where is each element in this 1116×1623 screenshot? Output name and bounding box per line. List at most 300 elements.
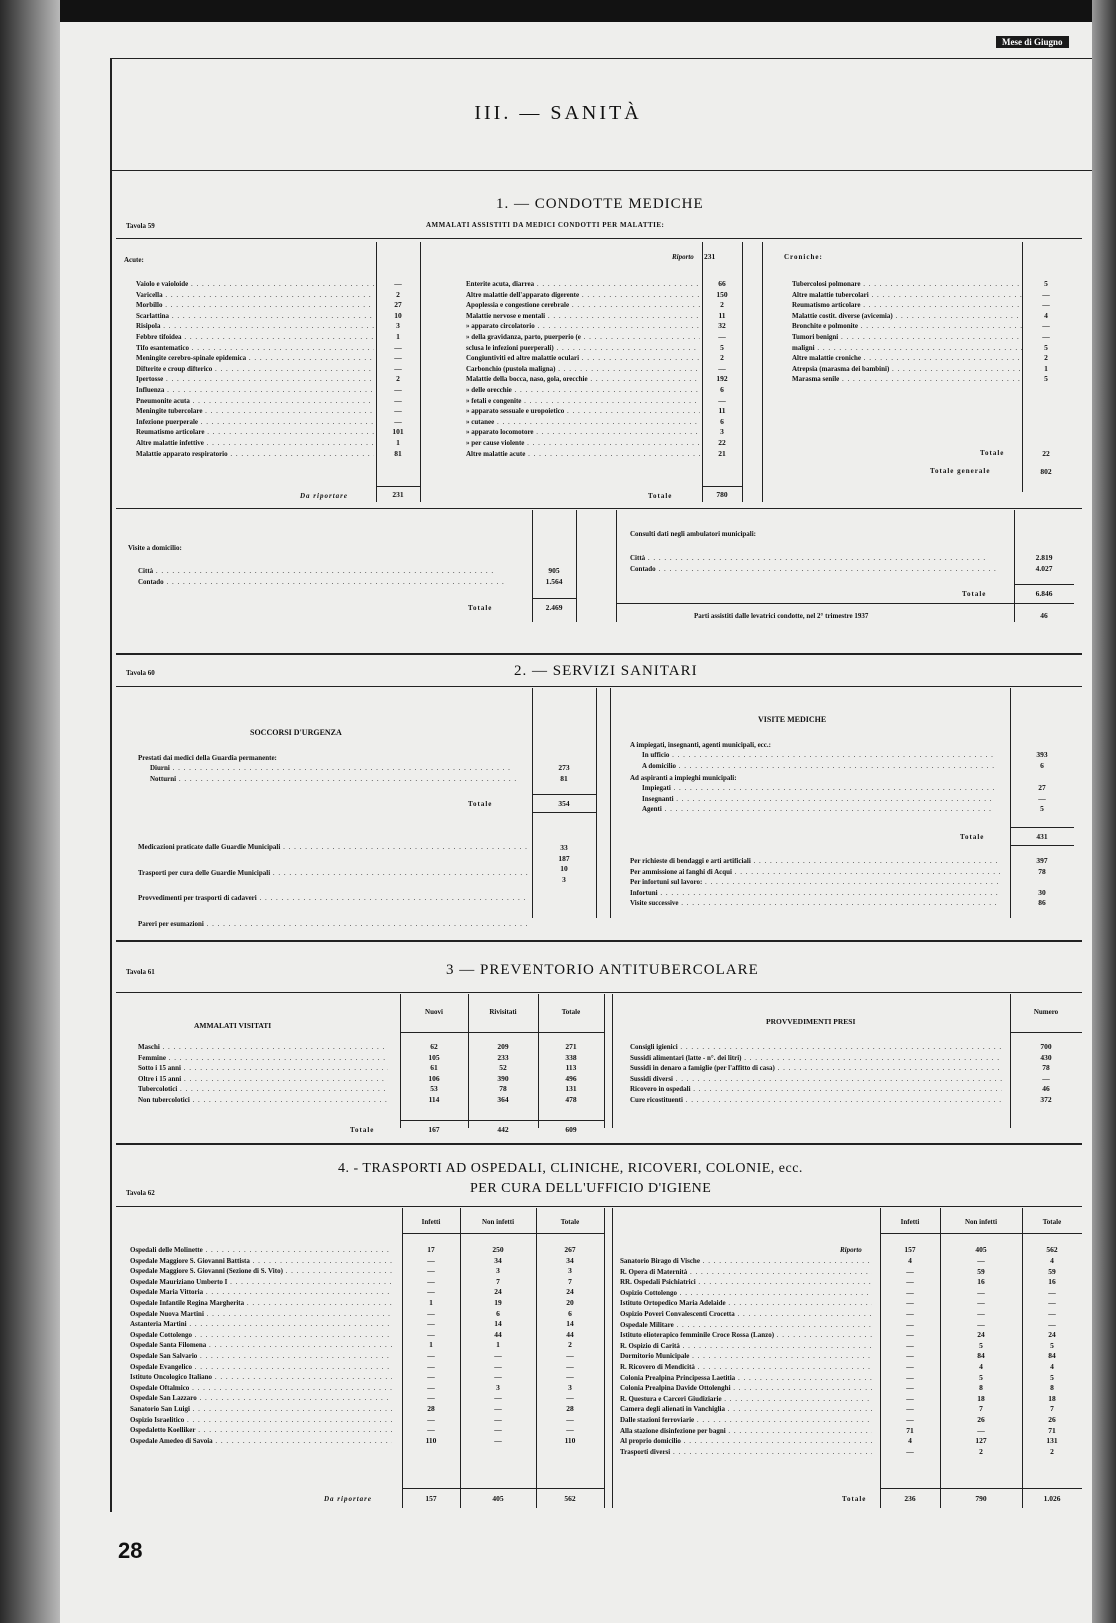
row-label: Altre malattie infettive . . . (136, 438, 374, 449)
nuovi-total: 167 (428, 1125, 440, 1134)
right-total-totale: 1.026 (1043, 1494, 1061, 1503)
row-value: 5 (1044, 374, 1048, 384)
row-value: — (427, 1382, 435, 1392)
row-value: 187 (558, 853, 570, 863)
row-value: 4 (1050, 1361, 1054, 1371)
row-label: Sussidi alimentari (latte - n°. dei litri) . . . (630, 1053, 1002, 1064)
row-label: Istituto Ortopedico Maria Adelaide . . . (620, 1298, 872, 1309)
row-label: Città . . . (138, 566, 508, 577)
row-label: Impiegati . . . (642, 783, 994, 794)
row-value: — (494, 1393, 502, 1403)
parti-value: 46 (1040, 611, 1048, 620)
row-value: 30 (1038, 887, 1046, 897)
row-value: — (977, 1256, 985, 1265)
soccorsi-other-values (532, 835, 596, 877)
row-label: Scarlattina . . . (136, 311, 374, 322)
visite-other-list (630, 856, 1000, 909)
row-value: 78 (1038, 866, 1046, 876)
col-rule (616, 510, 617, 622)
riporto-label: Riporto (672, 253, 694, 261)
rivisitati-total: 442 (497, 1125, 509, 1134)
row-value: 1 (1044, 363, 1048, 373)
col-totale-4: Totale (560, 1218, 580, 1226)
row-value: 16 (977, 1277, 985, 1287)
aspiranti-label: Ad aspiranti a impieghi municipali: (630, 774, 737, 782)
row-value: 7 (1050, 1404, 1054, 1414)
consult-values (1014, 553, 1074, 574)
row-value: — (906, 1383, 914, 1393)
row-value: — (394, 406, 402, 416)
section2-tavola: Tavola 60 (126, 669, 155, 677)
row-value: 71 (1048, 1425, 1056, 1435)
row-label: Sotto i 15 anni . . . (138, 1063, 388, 1074)
row-value: — (906, 1414, 914, 1424)
row-value: 10 (394, 310, 402, 320)
row-value: 110 (425, 1435, 437, 1445)
consult-total-label: Totale (962, 590, 987, 598)
row-value: — (906, 1266, 914, 1276)
row-value: — (427, 1319, 435, 1329)
row-label: Morbillo . . . (136, 300, 374, 311)
row-value: 101 (392, 427, 404, 437)
acute-values-2 (702, 279, 742, 459)
row-value: 62 (430, 1042, 438, 1051)
row-value: — (977, 1287, 985, 1297)
section-rule (116, 940, 1082, 942)
row-label: Ospedale San Lazzaro . . . (130, 1393, 392, 1404)
row-label: Dormitorio Municipale . . . (620, 1351, 872, 1362)
prestati-total: 354 (558, 799, 570, 808)
row-value: 4 (908, 1256, 912, 1265)
visite-other-values (1010, 856, 1074, 909)
row-value: — (1048, 1287, 1056, 1297)
rule (1010, 827, 1074, 828)
nuovi-values (400, 1042, 468, 1106)
row-label: R. Questura e Carceri Giudiziarie . . . (620, 1394, 872, 1405)
row-value: 1.564 (545, 576, 563, 586)
col-rule (596, 688, 597, 918)
row-value: 3 (720, 427, 724, 437)
page-title: III. — SANITÀ (474, 102, 642, 124)
row-label: Ospedale Militare . . . (620, 1320, 872, 1331)
row-label: Ospedale Evangelico . . . (130, 1362, 392, 1373)
row-label: Reumatismo articolare . . . (136, 427, 374, 438)
row-value: 14 (566, 1319, 574, 1329)
row-value: — (494, 1414, 502, 1424)
row-value: 10 (560, 864, 568, 874)
section4-title-2: PER CURA DELL'UFFICIO D'IGIENE (470, 1181, 712, 1196)
section1-title: 1. — CONDOTTE MEDICHE (496, 196, 704, 212)
rivisitati-values (468, 1042, 538, 1106)
col-rule (762, 242, 763, 502)
impiegati-list (642, 750, 994, 771)
row-value: 26 (977, 1414, 985, 1424)
row-label: Tubercolosi polmonare . . . (792, 279, 1022, 290)
left-total-infetti: 157 (425, 1494, 437, 1503)
row-label: Ospedali delle Molinette . . . (130, 1245, 392, 1256)
left-non-infetti-values (460, 1245, 536, 1446)
parti-label: Parti assistiti dalle levatrici condotte, nel 2° trimestre 1937 (694, 612, 869, 620)
col-rule (610, 688, 611, 918)
left-totale-values (536, 1245, 604, 1446)
prestati-label: Prestati dai medici della Guardia permanente: (138, 754, 277, 762)
row-label: Altre malattie dell'apparato digerente . . . (466, 290, 700, 301)
row-value: 2 (1050, 1446, 1054, 1456)
row-label: Sanatorio San Luigi . . . (130, 1404, 392, 1415)
month-tab: Mese di Giugno (996, 36, 1069, 48)
row-value (1010, 877, 1074, 888)
row-value: 24 (494, 1287, 502, 1297)
right-non-infetti-values (940, 1256, 1022, 1457)
row-value: — (977, 1319, 985, 1329)
row-value: 7 (568, 1276, 572, 1286)
row-label: Provvedimenti per trasporti di cadaveri . . . (138, 886, 528, 912)
row-value: — (566, 1350, 574, 1360)
col2-total-label: Totale (648, 492, 673, 500)
row-value: 700 (1040, 1042, 1052, 1051)
row-label: Ospizio Cottolengo . . . (620, 1288, 872, 1299)
rule (376, 486, 420, 487)
provvedimenti-heading: PROVVEDIMENTI PRESI (766, 1017, 856, 1026)
row-value: 1 (396, 437, 400, 447)
row-value: 5 (1044, 279, 1048, 288)
prestati-list (150, 763, 518, 784)
row-value: 59 (1048, 1266, 1056, 1276)
row-label: Trasporti diversi . . . (620, 1447, 872, 1458)
row-value: 19 (494, 1297, 502, 1307)
row-value: — (494, 1435, 502, 1445)
row-label: Malattie costit. diverse (avicemia) . . . (792, 311, 1022, 322)
soccorsi-heading: SOCCORSI D'URGENZA (250, 728, 342, 737)
row-value: — (906, 1308, 914, 1318)
acute-list-1 (136, 279, 374, 459)
row-label: Altre malattie acute . . . (466, 449, 700, 460)
soccorsi-other-list (138, 835, 528, 937)
riporto4-label: Riporto (840, 1246, 862, 1254)
row-label: Influenza . . . (136, 385, 374, 396)
row-value: 5 (1050, 1340, 1054, 1350)
row-value: 28 (427, 1403, 435, 1413)
row-label: RR. Ospedali Psichiatrici . . . (620, 1277, 872, 1288)
rule (400, 1032, 604, 1033)
row-label: Malattie apparato respiratorio . . . (136, 449, 374, 460)
row-value: 131 (1046, 1436, 1058, 1446)
row-label: Carbonchio (pustola maligna) . . . (466, 364, 700, 375)
row-value: 7 (496, 1276, 500, 1286)
ammalati-list (138, 1042, 388, 1106)
col2-total: 780 (716, 490, 728, 499)
row-value: 81 (560, 773, 568, 783)
row-label: Ospedale Amedeo di Savoia . . . (130, 1436, 392, 1447)
row-label: Non tubercolotici . . . (138, 1095, 388, 1106)
rule (116, 1206, 1082, 1207)
row-label: Apoplessia e congestione cerebrale . . . (466, 300, 700, 311)
row-label: Sussidi diversi . . . (630, 1074, 1002, 1085)
general-total-label: Totale generale (930, 467, 991, 475)
row-label: Reumatismo articolare . . . (792, 300, 1022, 311)
row-value: 44 (494, 1329, 502, 1339)
left-total-label: Da riportare (324, 1495, 372, 1503)
row-value: 2 (568, 1340, 572, 1350)
row-value: 372 (1040, 1094, 1052, 1104)
row-label: Visite successive . . . (630, 898, 1000, 909)
row-value: 3 (496, 1382, 500, 1392)
section-rule (116, 1143, 1082, 1145)
row-value: 27 (1038, 783, 1046, 792)
col-nuovi: Nuovi (425, 1008, 443, 1016)
col-numero: Numero (1033, 1008, 1059, 1016)
row-value: 6 (1040, 760, 1044, 770)
row-label: Dalle stazioni ferroviarie . . . (620, 1415, 872, 1426)
row-value: 150 (716, 289, 728, 299)
row-value: — (906, 1277, 914, 1287)
row-value: 78 (1042, 1063, 1050, 1073)
row-value: 4 (979, 1361, 983, 1371)
row-label: Contado . . . (138, 577, 508, 588)
row-value: 113 (565, 1063, 577, 1073)
row-value: 250 (492, 1245, 504, 1254)
row-label: Oltre i 15 anni . . . (138, 1074, 388, 1085)
row-value: — (1048, 1319, 1056, 1329)
rule (880, 1233, 1082, 1234)
row-value: 34 (494, 1255, 502, 1265)
left-total-totale: 562 (564, 1494, 576, 1503)
row-value: — (427, 1308, 435, 1318)
totale-total: 609 (565, 1125, 577, 1134)
row-value: 3 (496, 1266, 500, 1276)
right-total-non-infetti: 790 (975, 1494, 987, 1503)
col1-total: 231 (392, 490, 404, 499)
general-total: 802 (1040, 467, 1052, 476)
row-label: Ospedale San Salvario . . . (130, 1351, 392, 1362)
section4-tavola: Tavola 62 (126, 1189, 155, 1197)
right-totale-values (1022, 1256, 1082, 1457)
row-label: Diurni . . . (150, 763, 518, 774)
row-label: Pneumonite acuta . . . (136, 396, 374, 407)
row-value: 338 (565, 1052, 577, 1062)
right-infetti-values (880, 1256, 940, 1457)
row-value: 271 (565, 1042, 577, 1051)
row-value: 3 (568, 1266, 572, 1276)
scan-left-edge (0, 0, 60, 1623)
col-totale-right: Totale (1042, 1218, 1062, 1226)
row-label: » apparato sessuale e uropoietico . . . (466, 406, 700, 417)
row-value: 59 (977, 1266, 985, 1276)
col-rule (1014, 510, 1015, 622)
row-label: Colonia Prealpina Principessa Laetitia . . . (620, 1373, 872, 1384)
right-total-infetti: 236 (904, 1494, 916, 1503)
row-label: Ospedale Nuova Martini . . . (130, 1309, 392, 1320)
col-non-infetti-right: Non infetti (964, 1218, 998, 1226)
row-value: 81 (394, 448, 402, 458)
row-value: — (977, 1425, 985, 1435)
row-value: 84 (1048, 1351, 1056, 1361)
rule (116, 992, 1082, 993)
row-value (532, 867, 596, 878)
acute-header: Acute: (124, 256, 144, 264)
row-value: — (1042, 321, 1050, 331)
row-value: — (1048, 1298, 1056, 1308)
row-label: Meningite tubercolare . . . (136, 406, 374, 417)
row-value: 1 (429, 1340, 433, 1350)
row-value: — (427, 1372, 435, 1382)
row-value: 46 (1042, 1084, 1050, 1094)
row-label: Ospedale Oftalmico . . . (130, 1383, 392, 1394)
row-value: 192 (716, 374, 728, 384)
row-value: 22 (718, 437, 726, 447)
row-label: In ufficio . . . (642, 750, 994, 761)
row-value: 4 (1044, 310, 1048, 320)
row-value: — (906, 1319, 914, 1329)
rule (116, 686, 1082, 687)
col-non-infetti: Non infetti (481, 1218, 515, 1226)
col-totale: Totale (561, 1008, 581, 1016)
aspiranti-list (642, 783, 994, 815)
rule (880, 1488, 1082, 1489)
section2-title: 2. — SERVIZI SANITARI (514, 663, 698, 679)
row-value: 4 (1050, 1256, 1054, 1265)
provvedimenti-list (630, 1042, 1002, 1106)
row-label: R. Opera di Maternità . . . (620, 1267, 872, 1278)
row-label: Tifo esantematico . . . (136, 343, 374, 354)
row-label: Medicazioni praticate dalle Guardie Municipali . . . (138, 835, 528, 861)
col-rule (420, 242, 421, 502)
row-value: — (718, 395, 726, 405)
row-value: 209 (497, 1042, 509, 1051)
row-value: 4.027 (1035, 563, 1053, 573)
riporto4-infetti: 157 (904, 1245, 916, 1254)
row-label: Altre malattie croniche . . . (792, 353, 1022, 364)
row-label: Infezione puerperale . . . (136, 417, 374, 428)
row-label: Per infortuni sul lavoro: . . . (630, 877, 1000, 888)
row-label: Ospedaletto Koelliker . . . (130, 1425, 392, 1436)
row-value: 16 (1048, 1277, 1056, 1287)
row-value: 267 (564, 1245, 576, 1254)
row-value: 3 (396, 321, 400, 331)
col-rule (612, 994, 613, 1128)
col-rule (604, 994, 605, 1128)
row-label: Altre malattie tubercolari . . . (792, 290, 1022, 301)
visite-total: 431 (1036, 832, 1048, 841)
section3-title: 3 — PREVENTORIO ANTITUBERCOLARE (446, 962, 759, 978)
row-label: sclusa le infezioni puerperali) . . . (466, 343, 700, 354)
rule (110, 170, 1092, 171)
row-value: — (906, 1298, 914, 1308)
row-label: Maschi . . . (138, 1042, 388, 1053)
row-value: — (427, 1350, 435, 1360)
row-label: Pareri per esumazioni . . . (138, 912, 528, 938)
col1-total-label: Da riportare (300, 492, 348, 500)
col-rule (604, 1208, 605, 1508)
top-rule (110, 58, 1092, 59)
riporto4-non-infetti: 405 (975, 1245, 987, 1254)
rule (116, 508, 1082, 509)
row-value: — (427, 1329, 435, 1339)
impiegati-label: A impiegati, insegnanti, agenti municipali, ecc.: (630, 741, 771, 749)
provvedimenti-values (1010, 1042, 1082, 1106)
row-value: 390 (497, 1073, 509, 1083)
row-label: Malattie della bocca, naso, gola, orecchie . . . (466, 374, 700, 385)
row-value: — (977, 1308, 985, 1318)
prestati-values (532, 763, 596, 784)
row-label: Marasma senile . . . (792, 374, 1022, 385)
row-label: Ospedale Mauriziano Umberto I . . . (130, 1277, 392, 1288)
row-label: Insegnanti . . . (642, 794, 994, 805)
row-value: 71 (906, 1425, 914, 1435)
row-value: — (394, 353, 402, 363)
rule (116, 238, 1082, 239)
row-value: — (566, 1425, 574, 1435)
row-label: Febbre tifoidea . . . (136, 332, 374, 343)
row-value: 6 (496, 1308, 500, 1318)
col-rule (742, 242, 743, 502)
row-label: Meningite cerebro-spinale epidemica . . . (136, 353, 374, 364)
row-value: 5 (720, 342, 724, 352)
section3-tavola: Tavola 61 (126, 968, 155, 976)
row-label: Istituto elioterapico femminile Croce Rossa (Lanzo) . . . (620, 1330, 872, 1341)
row-value: 2 (396, 374, 400, 384)
row-value: 6 (720, 384, 724, 394)
row-label: Enterite acuta, diarrea . . . (466, 279, 700, 290)
row-value: — (494, 1372, 502, 1382)
col-rule (612, 1208, 613, 1508)
row-value: — (566, 1372, 574, 1382)
row-value: 496 (565, 1073, 577, 1083)
consult-title: Consulti dati negli ambulatori municipali: (630, 530, 757, 538)
croniche-header: Croniche: (784, 253, 823, 261)
visite-heading: VISITE MEDICHE (758, 715, 827, 724)
rule (402, 1233, 604, 1234)
row-label: Ospedale Maggiore S. Giovanni (Sezione di S. Vito) . . . (130, 1266, 392, 1277)
row-label: Ricovero in ospedali . . . (630, 1084, 1002, 1095)
row-label: Tubercolotici . . . (138, 1084, 388, 1095)
left-infetti-values (402, 1245, 460, 1446)
row-value: 52 (499, 1063, 507, 1073)
section1-tavola: Tavola 59 (126, 222, 155, 230)
row-value: 34 (566, 1255, 574, 1265)
row-label: Congiuntiviti ed altre malattie oculari . . . (466, 353, 700, 364)
row-value: 6 (568, 1308, 572, 1318)
row-value: — (906, 1372, 914, 1382)
section1-subtitle: AMMALATI ASSISTITI DA MEDICI CONDOTTI PER MALATTIE: (426, 221, 665, 229)
row-label: R. Ricovero di Mendicità . . . (620, 1362, 872, 1373)
row-label: Ipertosse . . . (136, 374, 374, 385)
row-value: 11 (718, 310, 726, 320)
ammalati-heading: AMMALATI VISITATI (194, 1021, 272, 1030)
rule (402, 1488, 604, 1489)
row-value: 61 (430, 1063, 438, 1073)
col3-total: 22 (1042, 449, 1050, 458)
row-value: 106 (428, 1073, 440, 1083)
row-value: 84 (977, 1351, 985, 1361)
row-value: 66 (718, 279, 726, 288)
row-label: » delle orecchie . . . (466, 385, 700, 396)
row-value: — (718, 363, 726, 373)
visits-values (532, 566, 576, 587)
visits-total: 2.469 (545, 603, 563, 612)
row-value: — (906, 1446, 914, 1456)
rule (532, 598, 576, 599)
row-label: » per cause violente . . . (466, 438, 700, 449)
row-value: — (1042, 1073, 1050, 1083)
row-value: 478 (565, 1094, 577, 1104)
row-value: 8 (979, 1383, 983, 1393)
col-rule (702, 242, 703, 502)
row-label: Contado . . . (630, 564, 1000, 575)
row-value: 20 (566, 1297, 574, 1307)
row-label: Città . . . (630, 553, 1000, 564)
row-value: 114 (428, 1094, 440, 1104)
